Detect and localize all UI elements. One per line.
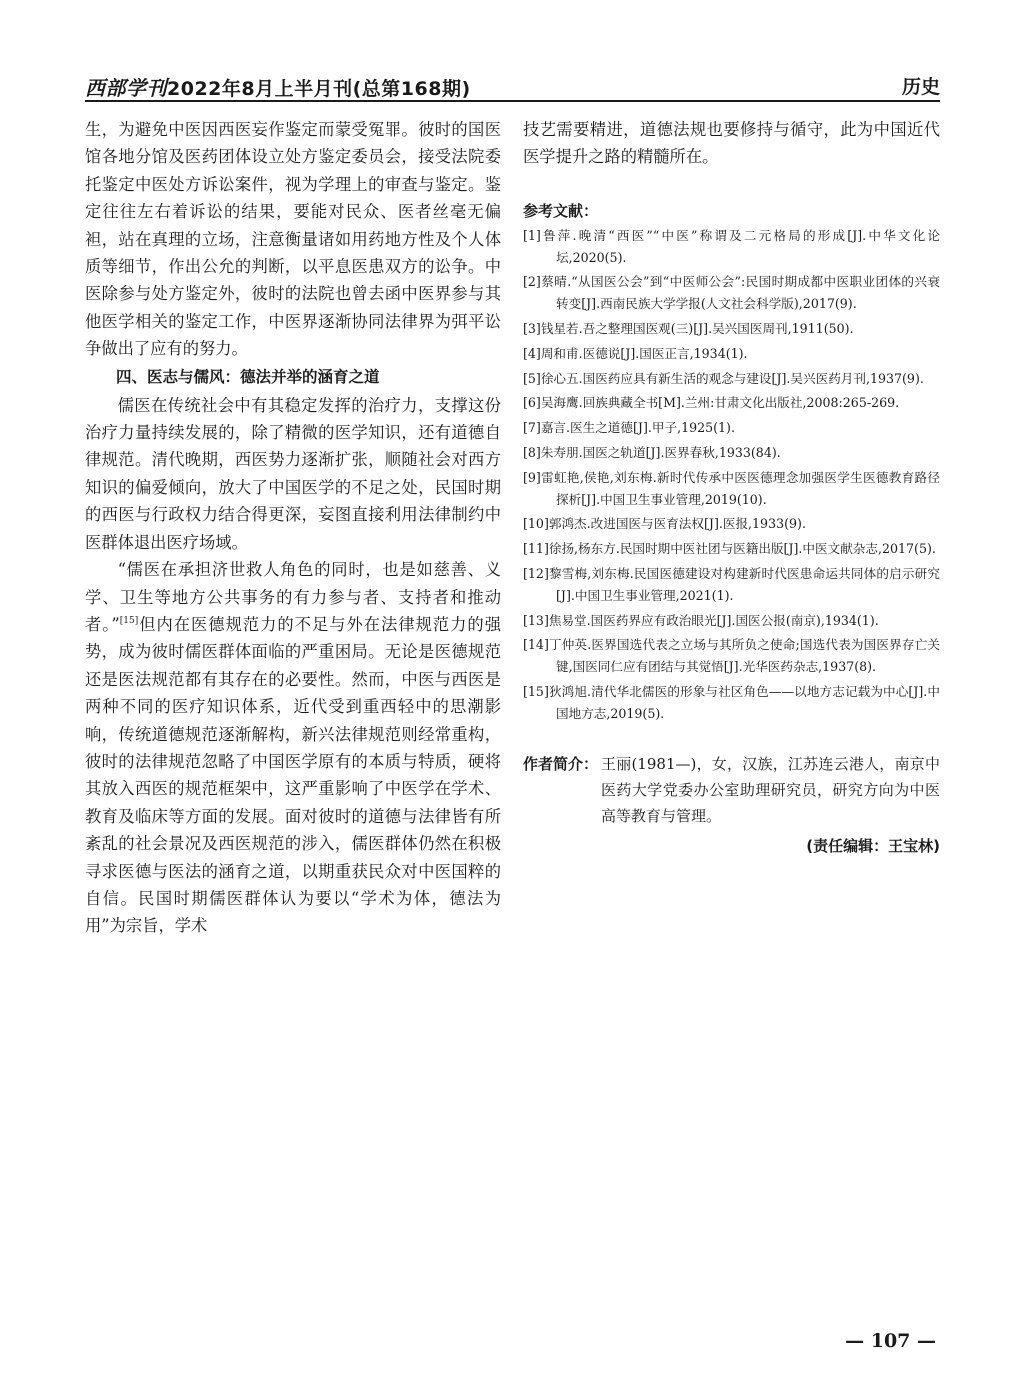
right-column	[523, 116, 940, 856]
issue-info: 2022年8月上半月刊(总第168期)	[167, 78, 471, 100]
author-bio	[523, 751, 940, 829]
references-heading: 参考文献：	[523, 201, 599, 220]
quote-text: “儒医在承担济世救人角色的同时，也是如慈善、义学、卫生等地方公共事务的有力参与者、支持者和推动者。”	[85, 560, 501, 634]
left-column	[85, 116, 501, 940]
reference-item: [10]郭鸿杰.改进国医与医育法权[J].医报,1933(9).	[523, 516, 806, 532]
reference-item: [12]黎雪梅,刘东梅.民国医德建设对构建新时代医患命运共同体的启示研究[J].中国卫生事业管理,2021(1).	[523, 565, 940, 603]
reference-list	[523, 225, 940, 725]
reference-item: [9]雷虹艳,侯艳,刘东梅.新时代传承中医医德理念加强医学生医德教育路径探析[J].中国卫生事业管理,2019(10).	[523, 469, 940, 507]
reference-item: [11]徐扬,杨东方.民国时期中医社团与医籍出版[J].中医文献杂志,2017(5).	[523, 541, 936, 557]
reference-item: [6]吴海鹰.回族典藏全书[M].兰州:甘肃文化出版社,2008:265-269.	[523, 395, 900, 411]
reference-item: [4]周和甫.医德说[J].国医正言,1934(1).	[523, 345, 748, 361]
reference-item: [15]狄鸿旭.清代华北儒医的形象与社区角色——以地方志记载为中心[J].中国地方志,2019(5).	[523, 683, 940, 721]
author-text: 王丽(1981—)，女，汉族，江苏连云港人，南京中医药大学党委办公室助理研究员，研究方向为中医高等教育与管理。	[601, 754, 940, 825]
reference-item: [8]朱寿朋.国医之轨道[J].医界春秋,1933(84).	[523, 444, 781, 460]
section-heading: 四、医志与儒风：德法并举的涵育之道	[116, 367, 380, 386]
body-paragraph: 技艺需要精进，道德法规也要修持与循守，此为中国近代医学提升之路的精髓所在。	[523, 120, 940, 167]
page-number: — 107 —	[845, 1330, 936, 1352]
section-label: 历史	[901, 76, 940, 98]
citation-marker: [15]	[119, 615, 139, 626]
editor-credit: (责任编辑：王宝林)	[806, 836, 940, 855]
body-paragraph: 生，为避免中医因西医妄作鉴定而蒙受冤罪。彼时的国医馆各地分馆及医药团体设立处方鉴定委员会，接受法院委托鉴定中医处方诉讼案件，视为学理上的审查与鉴定。鉴定往往左右着诉讼的结果，要能对民众、医者丝毫无偏袒，站在真理的立场，注意衡量诸如用药地方性及个人体质等细节，作出公允的判断，以平息医患双方的讼争。中医除参与处方鉴定外，彼时的法院也曾去函中医界参与其他医学相关的鉴定工作，中医界逐渐协同法律界为弭平讼争做出了应有的努力。	[85, 120, 501, 359]
journal-masthead	[85, 72, 471, 101]
body-paragraph: 儒医在传统社会中有其稳定发挥的治疗力，支撑这份治疗力量持续发展的，除了精微的医学知识，还有道德自律规范。清代晚期，西医势力逐渐扩张，顺随社会对西方知识的偏爱倾向，放大了中国医学的不足之处，民国时期的西医与行政权力结合得更深，妄图直接利用法律制约中医群体退出医疗场域。	[85, 395, 501, 552]
author-label: 作者简介：	[523, 754, 599, 773]
journal-logo: 西部学刊	[85, 76, 167, 100]
reference-item: [5]徐心五.国医药应具有新生活的观念与建设[J].吴兴医药月刊,1937(9).	[523, 370, 924, 386]
body-paragraph-quote	[85, 556, 501, 940]
reference-item: [14]丁仲英.医界国选代表之立场与其所负之使命;国选代表为国医界存亡关键,国医同仁应有团结与其觉悟[J].光华医药杂志,1937(8).	[523, 637, 940, 675]
reference-item: [3]钱星若.吾之整理国医观(三)[J].吴兴国医周刊,1911(50).	[523, 321, 854, 336]
reference-item: [7]嘉言.医生之道德[J].甲子,1925(1).	[523, 420, 735, 436]
page-header	[85, 70, 940, 100]
reference-item: [2]蔡晴.“从国医公会”到“中医师公会”:民国时期成都中医职业团体的兴衰转变[J].西南民族大学学报(人文社会科学版),2017(9).	[523, 274, 940, 312]
body-text: 但内在医德规范力的不足与外在法律规范力的强势，成为彼时儒医群体面临的严重困局。无论是医德规范还是医法规范都有其存在的必要性。然而，中医与西医是两种不同的医疗知识体系，近代受到重西轻中的思潮影响，传统道德规范逐渐解构，新兴法律规范则经常重构，彼时的法律规范忽略了中国医学原有的本质与特质，硬将其放入西医的规范框架中，这严重影响了中医学在学术、教育及临床等方面的发展。面对彼时的道德与法律皆有所紊乱的社会景况及西医规范的涉入，儒医群体仍然在积极寻求医德与医法的涵育之道，以期重获民众对中医国粹的自信。民国时期儒医群体认为要以“学术为体，德法为用”为宗旨，学术	[85, 614, 501, 936]
reference-item: [1]鲁萍.晚清“西医”“中医”称谓及二元格局的形成[J].中华文化论坛,2020(5).	[523, 227, 940, 265]
reference-item: [13]焦易堂.国医药界应有政治眼光[J].国医公报(南京),1934(1).	[523, 612, 879, 628]
header-rule	[85, 100, 940, 102]
